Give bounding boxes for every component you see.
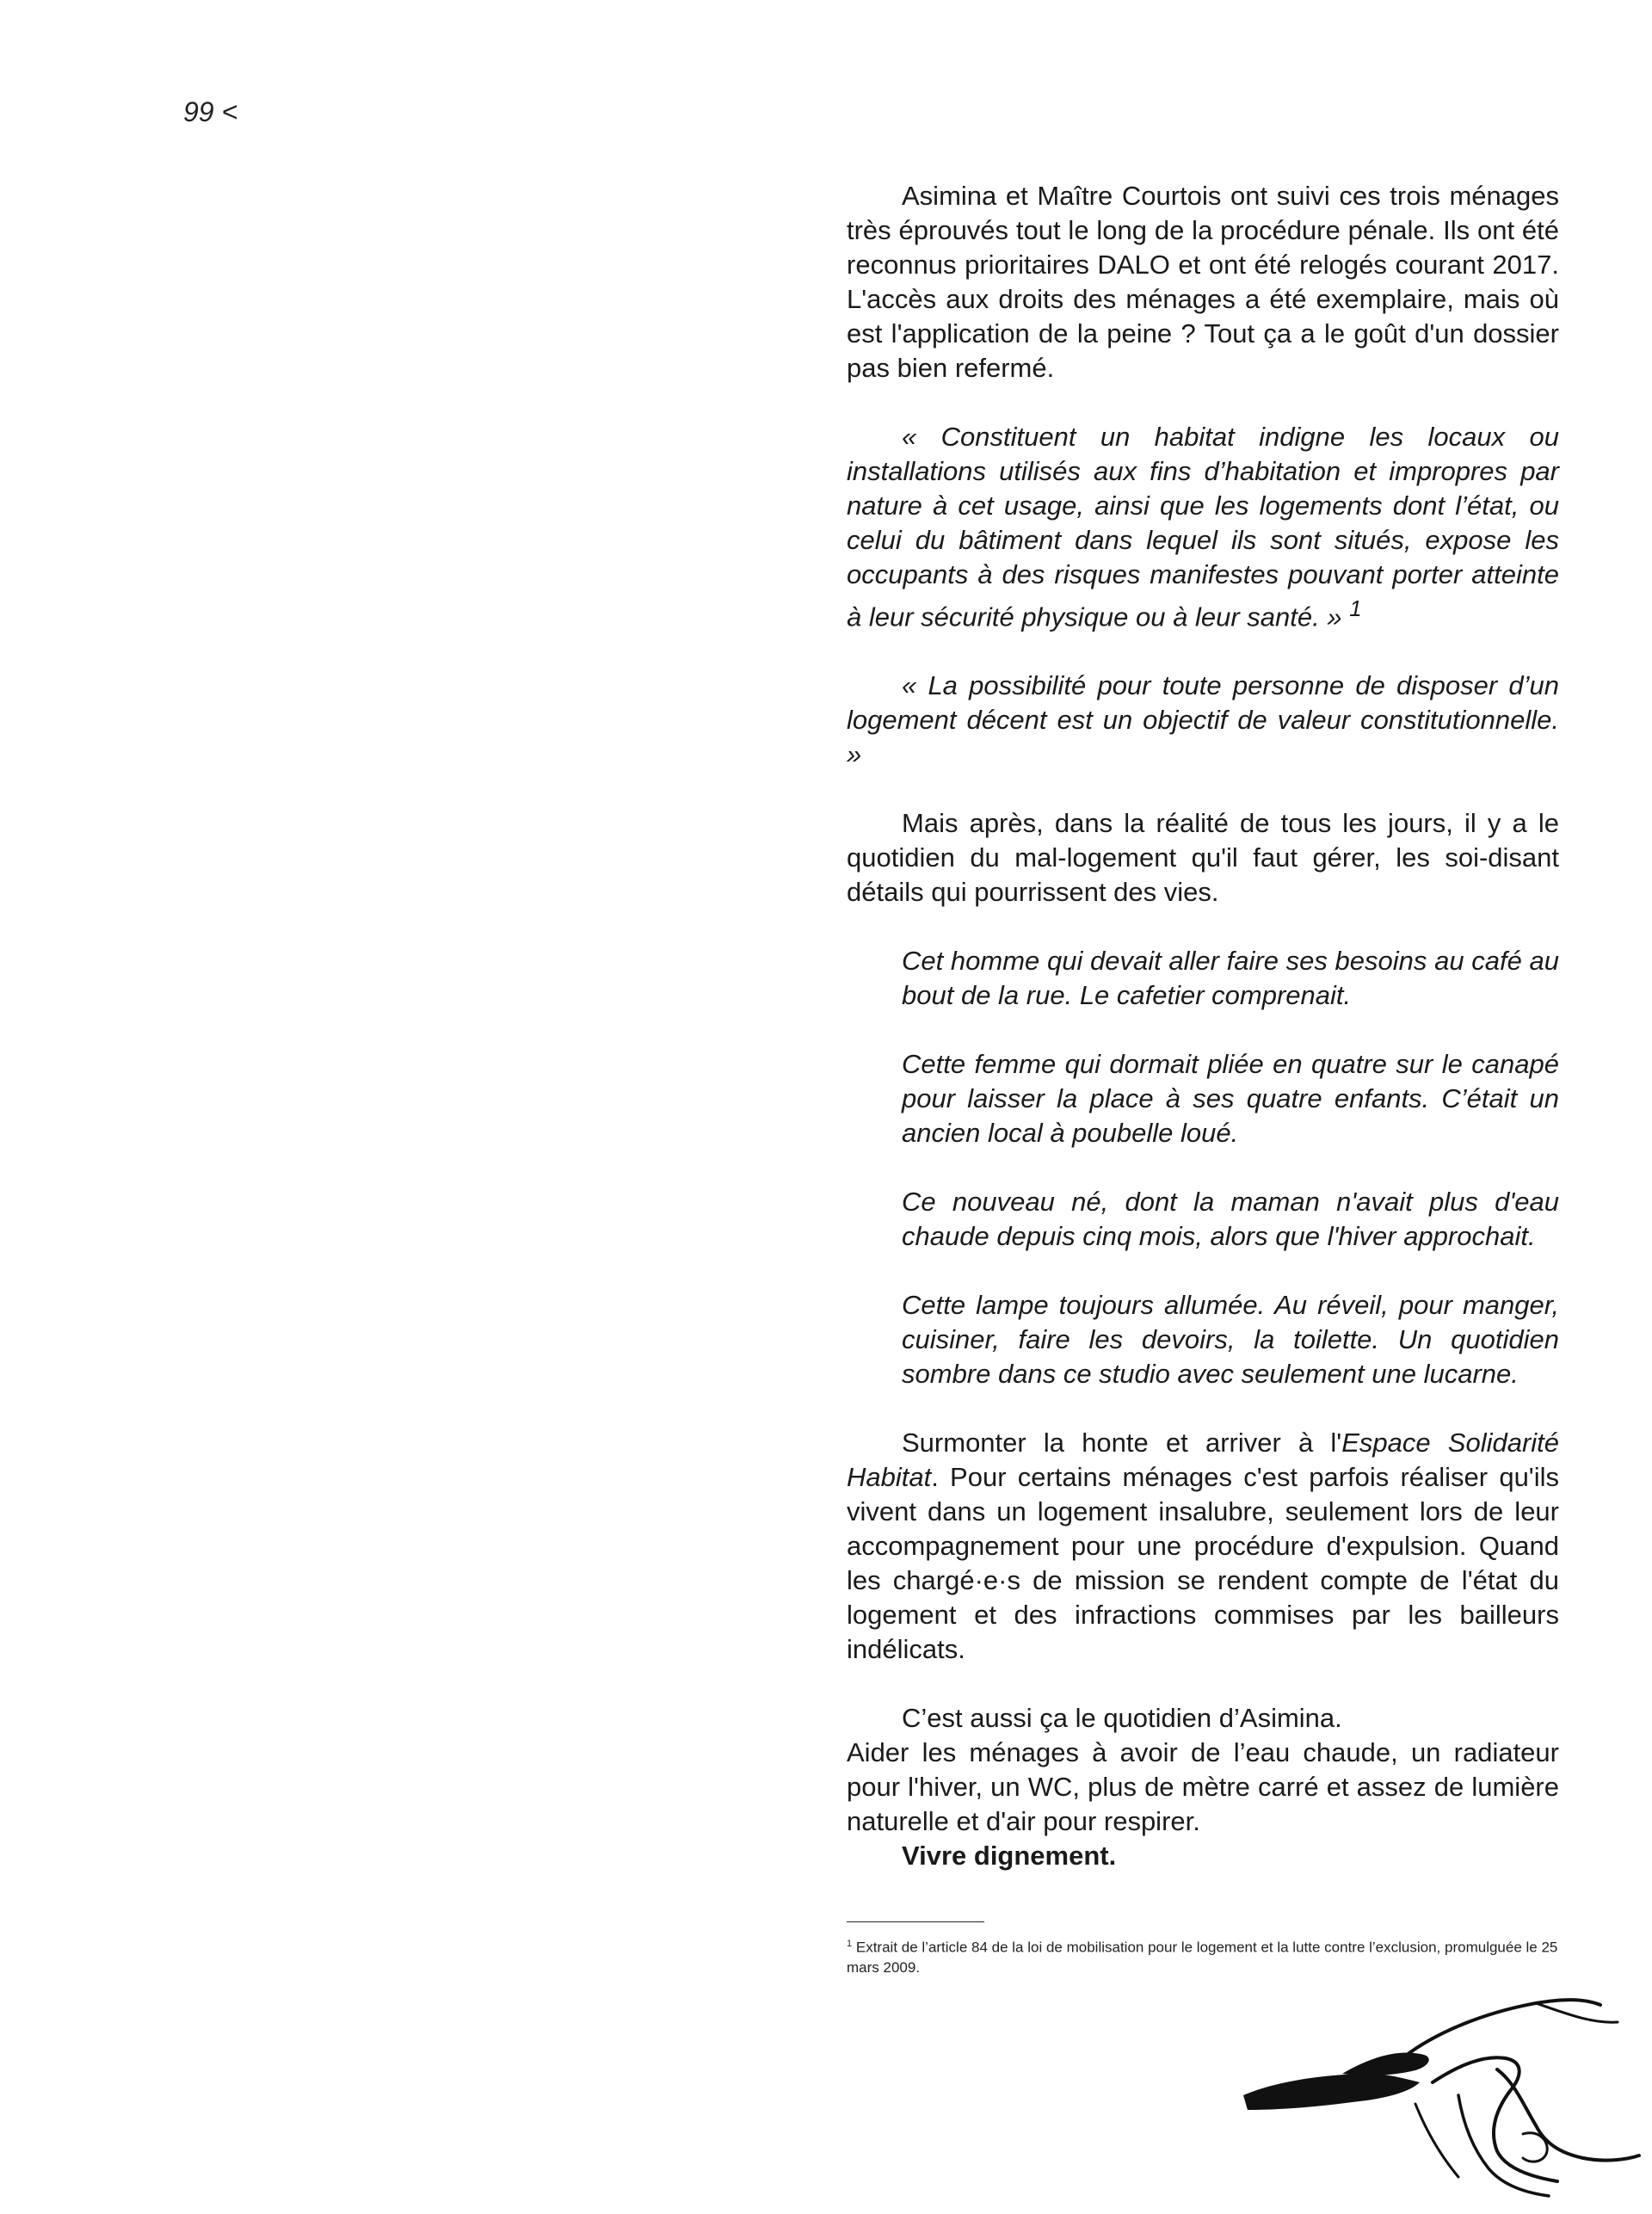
paragraph-espace-solidarite — [847, 1426, 1559, 1667]
closing-line-1: C’est aussi ça le quotidien d’Asimina. — [902, 1703, 1342, 1734]
closing-block — [847, 1701, 1559, 1873]
closing-line-3: Vivre dignement. — [902, 1841, 1117, 1872]
footnote-text: Extrait de l’article 84 de la loi de mobilisation pour le logement et la lutte contre l’exclusion, promulguée le 25 mars 2009. — [847, 1939, 1558, 1976]
vignette-lamp: Cette lampe toujours allumée. Au réveil, pour manger, cuisiner, faire les devoirs, la toilette. Un quotidien sombre dans ce studio avec seulement une lucarne. — [902, 1290, 1559, 1390]
p3-text-after: . Pour certains ménages c'est parfois réaliser qu'ils vivent dans un logement insalubre, seulement lors de leur accompagnement pour une procédure d'expulsion. Quand les chargé·e·s de mission se rendent compte de l'état du logement et des infractions commises par les bailleurs indélicats. — [847, 1462, 1559, 1665]
footnote-ref: 1 — [1349, 597, 1362, 621]
p3-text-before: Surmonter la honte et arriver à l' — [902, 1428, 1342, 1459]
hand-drawing-icon — [1239, 1962, 1643, 2203]
footnote-divider — [847, 1921, 984, 1922]
footnote-marker: 1 — [847, 1939, 853, 1950]
article-body — [847, 179, 1559, 1977]
vignette-woman: Cette femme qui dormait pliée en quatre sur le canapé pour laisser la place à ses quatre enfants. C’était un ancien local à poubelle loué. — [902, 1049, 1559, 1149]
quote-constitutional: « La possibilité pour toute personne de disposer d’un logement décent est un objectif de valeur constitutionnelle. » — [847, 670, 1559, 770]
paragraph-daily-life: Mais après, dans la réalité de tous les jours, il y a le quotidien du mal-logement qu'il faut gérer, les soi-disant détails qui pourrissent des vies. — [847, 808, 1559, 908]
quote-law-text: « Constituent un habitat indigne les locaux ou installations utilisés aux fins d’habitation et impropres par nature à cet usage, ainsi que les logements dont l’état, ou celui du bâtiment dans lequel ils sont situés, expose les occupants à des risques manifestes pouvant porter atteinte à leur sécurité physique ou à leur santé. » — [847, 422, 1559, 632]
quote-law-article — [847, 420, 1559, 634]
paragraph-intro: Asimina et Maître Courtois ont suivi ces trois ménages très éprouvés tout le long de la procédure pénale. Ils ont été reconnus prioritaires DALO et ont été relogés courant 2017. L'accès aux droits des ménages a été exemplaire, mais où est l'application de la peine ? Tout ça a le goût d'un dossier pas bien refermé. — [847, 181, 1559, 383]
p3-italic-name: Espace Solidarité Habitat — [847, 1428, 1560, 1493]
page-number: 99 < — [183, 96, 238, 127]
vignette-newborn: Ce nouveau né, dont la maman n'avait plus d'eau chaude depuis cinq mois, alors que l'hiver approchait. — [902, 1187, 1559, 1252]
closing-line-2: Aider les ménages à avoir de l’eau chaude, un radiateur pour l'hiver, un WC, plus de mètre carré et assez de lumière naturelle et d'air pour respirer. — [847, 1737, 1559, 1837]
vignette-man: Cet homme qui devait aller faire ses besoins au café au bout de la rue. Le cafetier comprenait. — [902, 946, 1559, 1011]
